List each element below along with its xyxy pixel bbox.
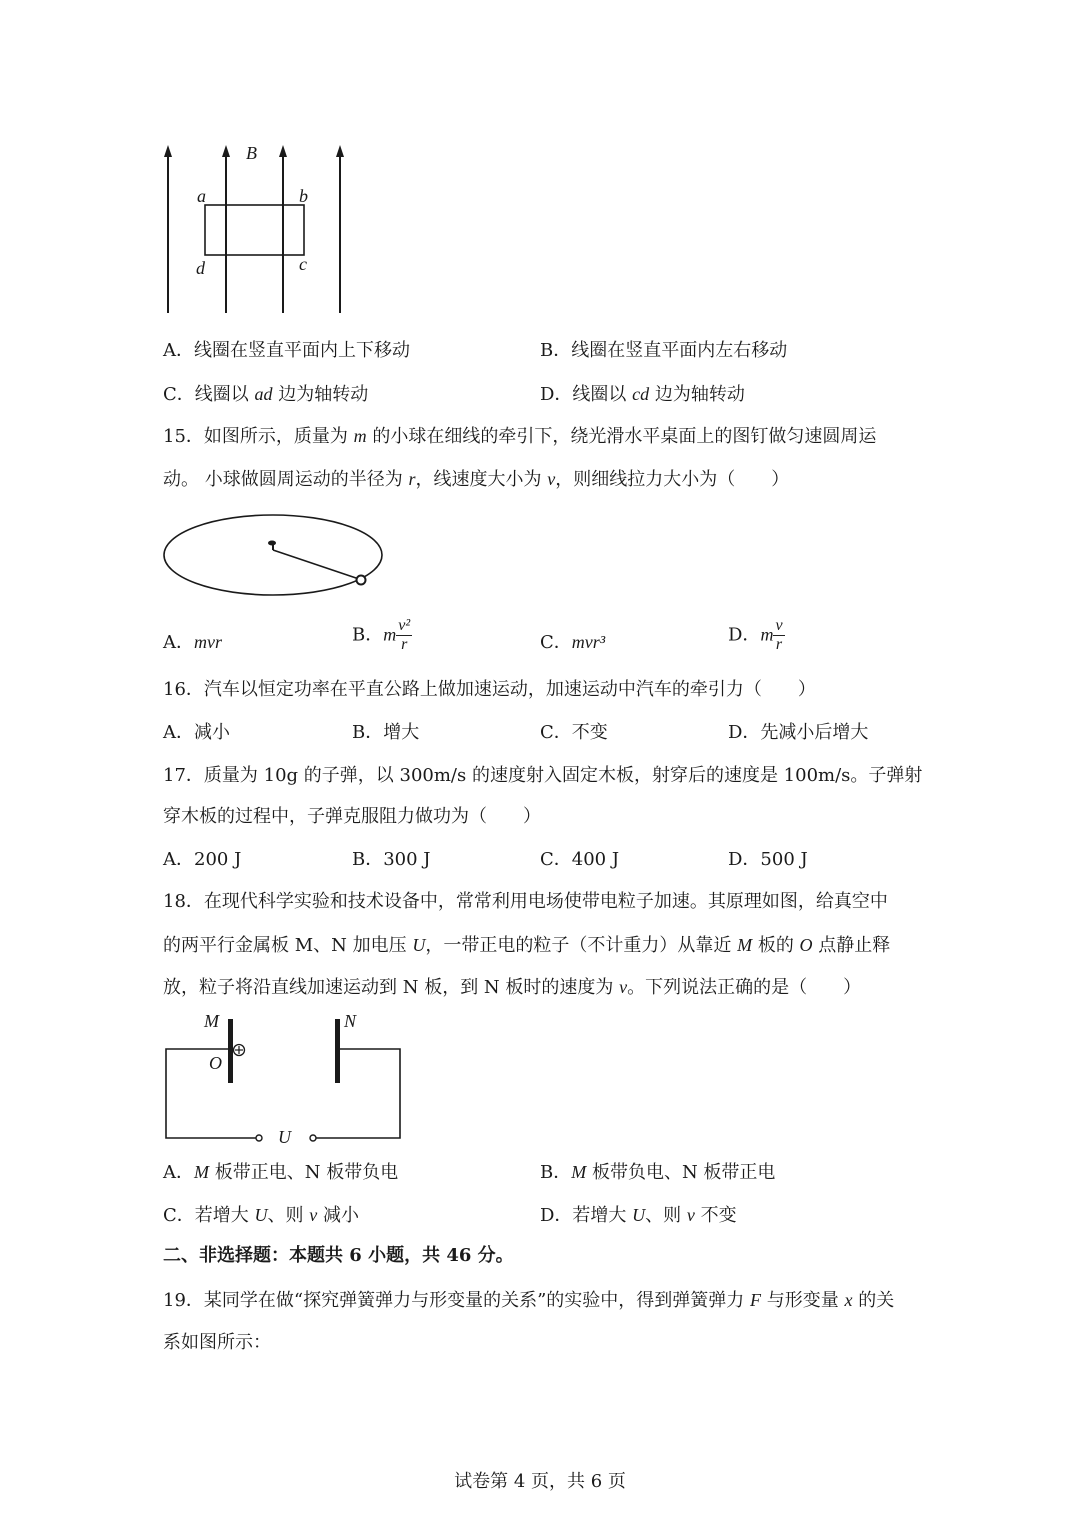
- field-lines: [164, 145, 344, 313]
- q14-option-a: A．线圈在竖直平面内上下移动: [163, 340, 410, 361]
- wire-right: [316, 1049, 400, 1138]
- label-M: M: [204, 1011, 219, 1031]
- q14-option-d: D．线圈以 cd 边为轴转动: [540, 384, 745, 405]
- q16-stem: 16．汽车以恒定功率在平直公路上做加速运动，加速运动中汽车的牵引力（ ）: [163, 679, 816, 700]
- label-O: O: [209, 1053, 222, 1073]
- q19-stem-line2: 系如图所示：: [163, 1332, 271, 1353]
- q14-option-b: B．线圈在竖直平面内左右移动: [540, 340, 788, 361]
- terminal-left: [256, 1135, 262, 1141]
- label-B: B: [246, 143, 257, 163]
- label-c: c: [299, 254, 307, 274]
- label-a: a: [197, 186, 206, 206]
- q17-option-c: C．400 J: [540, 849, 620, 870]
- q18-stem-line2: 的两平行金属板 M、N 加电压 U，一带正电的粒子（不计重力）从靠近 M 板的 O 点静止释: [163, 935, 891, 956]
- orbit-ellipse: [164, 515, 382, 595]
- plate-N: [335, 1019, 340, 1083]
- positive-charge-icon: [234, 1045, 245, 1056]
- q17-stem-line1: 17．质量为 10g 的子弹，以 300m/s 的速度射入固定木板，射穿后的速度是 100m/s。子弹射: [163, 765, 923, 786]
- q15-option-b: B．m $\frac{\text{v²}}{r}$: [352, 617, 411, 653]
- q15-option-a: A．mvr: [163, 632, 222, 653]
- q18-option-a: A．M 板带正电、N 板带负电: [163, 1162, 399, 1183]
- q15-option-d: D．m $\frac{v}{r}$: [728, 617, 783, 653]
- parallel-plates-figure: [160, 1005, 410, 1150]
- q15-option-c: C．mvr³: [540, 632, 606, 653]
- q16-option-a: A．减小: [163, 722, 230, 743]
- q17-stem-line2: 穿木板的过程中，子弹克服阻力做功为（ ）: [163, 806, 541, 827]
- q17-option-d: D．500 J: [728, 849, 808, 870]
- q18-option-b: B．M 板带负电、N 板带正电: [540, 1162, 776, 1183]
- q16-option-b: B．增大: [352, 722, 420, 743]
- string-line: [273, 550, 359, 579]
- q16-option-d: D．先减小后增大: [728, 722, 869, 743]
- magnetic-field-figure: [150, 135, 370, 320]
- plate-M: [228, 1019, 233, 1083]
- q17-option-a: A．200 J: [163, 849, 242, 870]
- page-footer: 试卷第 4 页，共 6 页: [454, 1471, 626, 1492]
- q15-stem-line1: 15．如图所示，质量为 m 的小球在细线的牵引下，绕光滑水平桌面上的图钉做匀速圆周运: [163, 426, 877, 447]
- q18-option-d: D．若增大 U、则 v 不变: [540, 1205, 737, 1226]
- ball-icon: [357, 576, 366, 585]
- q16-option-c: C．不变: [540, 722, 608, 743]
- pin-icon: [268, 541, 276, 551]
- q17-option-b: B．300 J: [352, 849, 431, 870]
- q15-stem-line2: 动。 小球做圆周运动的半径为 r，线速度大小为 v，则细线拉力大小为（ ）: [163, 469, 790, 490]
- circular-motion-figure: [160, 510, 390, 605]
- label-d: d: [196, 258, 205, 278]
- label-U: U: [278, 1127, 291, 1147]
- q18-option-c: C．若增大 U、则 v 减小: [163, 1205, 359, 1226]
- coil-rectangle: [205, 205, 304, 255]
- q14-option-c: C．线圈以 ad 边为轴转动: [163, 384, 369, 405]
- section-heading: 二、非选择题：本题共 6 小题，共 46 分。: [163, 1245, 514, 1266]
- label-b: b: [299, 186, 308, 206]
- q18-stem-line1: 18．在现代科学实验和技术设备中，常常利用电场使带电粒子加速。其原理如图，给真空中: [163, 891, 888, 912]
- q19-stem-line1: 19．某同学在做“探究弹簧弹力与形变量的关系”的实验中，得到弹簧弹力 F 与形变量 x 的关: [163, 1290, 895, 1311]
- label-N: N: [344, 1011, 357, 1031]
- terminal-right: [310, 1135, 316, 1141]
- q18-stem-line3: 放，粒子将沿直线加速运动到 N 板，到 N 板时的速度为 v。下列说法正确的是（ ）: [163, 977, 862, 998]
